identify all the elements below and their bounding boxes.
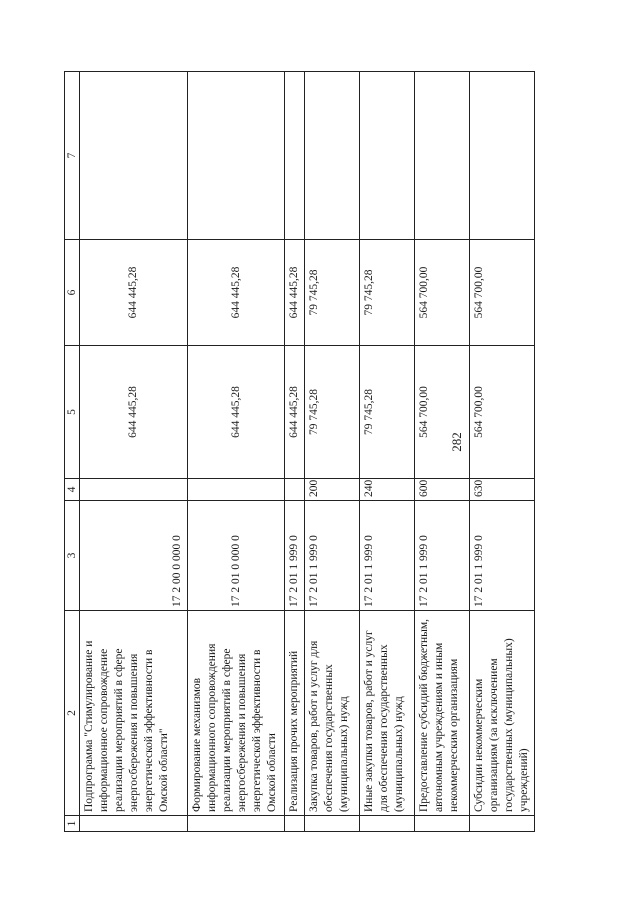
target-code-cell: 17 2 01 1 999 0 (469, 501, 534, 611)
table-row (469, 72, 534, 832)
row-number-cell (304, 816, 359, 832)
header-cell: 1 (65, 816, 80, 832)
amount-col7-cell (80, 72, 188, 240)
amount-col6-cell: 79 745,28 (359, 240, 414, 346)
header-cell: 7 (65, 72, 80, 240)
target-code-cell: 17 2 00 0 000 0 (80, 501, 188, 611)
expense-type-cell (188, 479, 285, 501)
amount-col6-cell: 644 445,28 (285, 240, 305, 346)
header-cell: 6 (65, 240, 80, 346)
expense-type-cell (80, 479, 188, 501)
expense-type-cell: 600 (414, 479, 469, 501)
header-cell: 5 (65, 346, 80, 479)
header-cell: 4 (65, 479, 80, 501)
header-row (65, 72, 80, 832)
target-code-cell: 17 2 01 0 000 0 (188, 501, 285, 611)
table-row (359, 72, 414, 832)
item-name-cell: Закупка товаров, работ и услуг для обеспечения государственных (муниципальных) нужд (304, 611, 359, 816)
amount-col6-cell: 79 745,28 (304, 240, 359, 346)
row-number-cell (285, 816, 305, 832)
amount-col7-cell (304, 72, 359, 240)
amount-col7-cell (359, 72, 414, 240)
amount-col5-cell: 564 700,00 (414, 346, 469, 479)
expense-type-cell: 200 (304, 479, 359, 501)
page-number: 282 (449, 432, 464, 452)
item-name-cell: Субсидии некоммерческим организациям (за исключением государственных (муниципальных) учреждений) (469, 611, 534, 816)
amount-col7-cell (469, 72, 534, 240)
row-number-cell (414, 816, 469, 832)
amount-col5-cell: 79 745,28 (359, 346, 414, 479)
amount-col5-cell: 79 745,28 (304, 346, 359, 479)
header-cell: 2 (65, 611, 80, 816)
table-row (80, 72, 188, 832)
amount-col5-cell: 564 700,00 (469, 346, 534, 479)
amount-col5-cell: 644 445,28 (285, 346, 305, 479)
item-name-cell: Формирование механизмов информационного сопровождения реализации мероприятий в сфере энергосбережения и повышения энергетической эффективности в Омской области (188, 611, 285, 816)
target-code-cell: 17 2 01 1 999 0 (414, 501, 469, 611)
item-name-cell: Подпрограмма "Стимулирование и информационное сопровождение реализации мероприятий в сфере энергосбережения и повышения энергетической эффективности в Омской области" (80, 611, 188, 816)
table-row (285, 72, 305, 832)
row-number-cell (469, 816, 534, 832)
item-name-cell: Предоставление субсидий бюджетным, автономным учреждениям и иным некоммерческим организациям (414, 611, 469, 816)
expense-type-cell: 240 (359, 479, 414, 501)
row-number-cell (359, 816, 414, 832)
budget-table-container (64, 72, 530, 832)
header-cell: 3 (65, 501, 80, 611)
item-name-cell: Иные закупки товаров, работ и услуг для обеспечения государственных (муниципальных) нужд (359, 611, 414, 816)
amount-col6-cell: 564 700,00 (414, 240, 469, 346)
amount-col7-cell (414, 72, 469, 240)
table-row (304, 72, 359, 832)
amount-col6-cell: 644 445,28 (80, 240, 188, 346)
expense-type-cell: 630 (469, 479, 534, 501)
amount-col6-cell: 564 700,00 (469, 240, 534, 346)
item-name-cell: Реализация прочих мероприятий (285, 611, 305, 816)
target-code-cell: 17 2 01 1 999 0 (285, 501, 305, 611)
amount-col5-cell: 644 445,28 (80, 346, 188, 479)
amount-col7-cell (285, 72, 305, 240)
amount-col6-cell: 644 445,28 (188, 240, 285, 346)
table-row (188, 72, 285, 832)
target-code-cell: 17 2 01 1 999 0 (359, 501, 414, 611)
target-code-cell: 17 2 01 1 999 0 (304, 501, 359, 611)
table-row (414, 72, 469, 832)
amount-col7-cell (188, 72, 285, 240)
budget-table (64, 71, 535, 832)
expense-type-cell (285, 479, 305, 501)
row-number-cell (188, 816, 285, 832)
amount-col5-cell: 644 445,28 (188, 346, 285, 479)
row-number-cell (80, 816, 188, 832)
